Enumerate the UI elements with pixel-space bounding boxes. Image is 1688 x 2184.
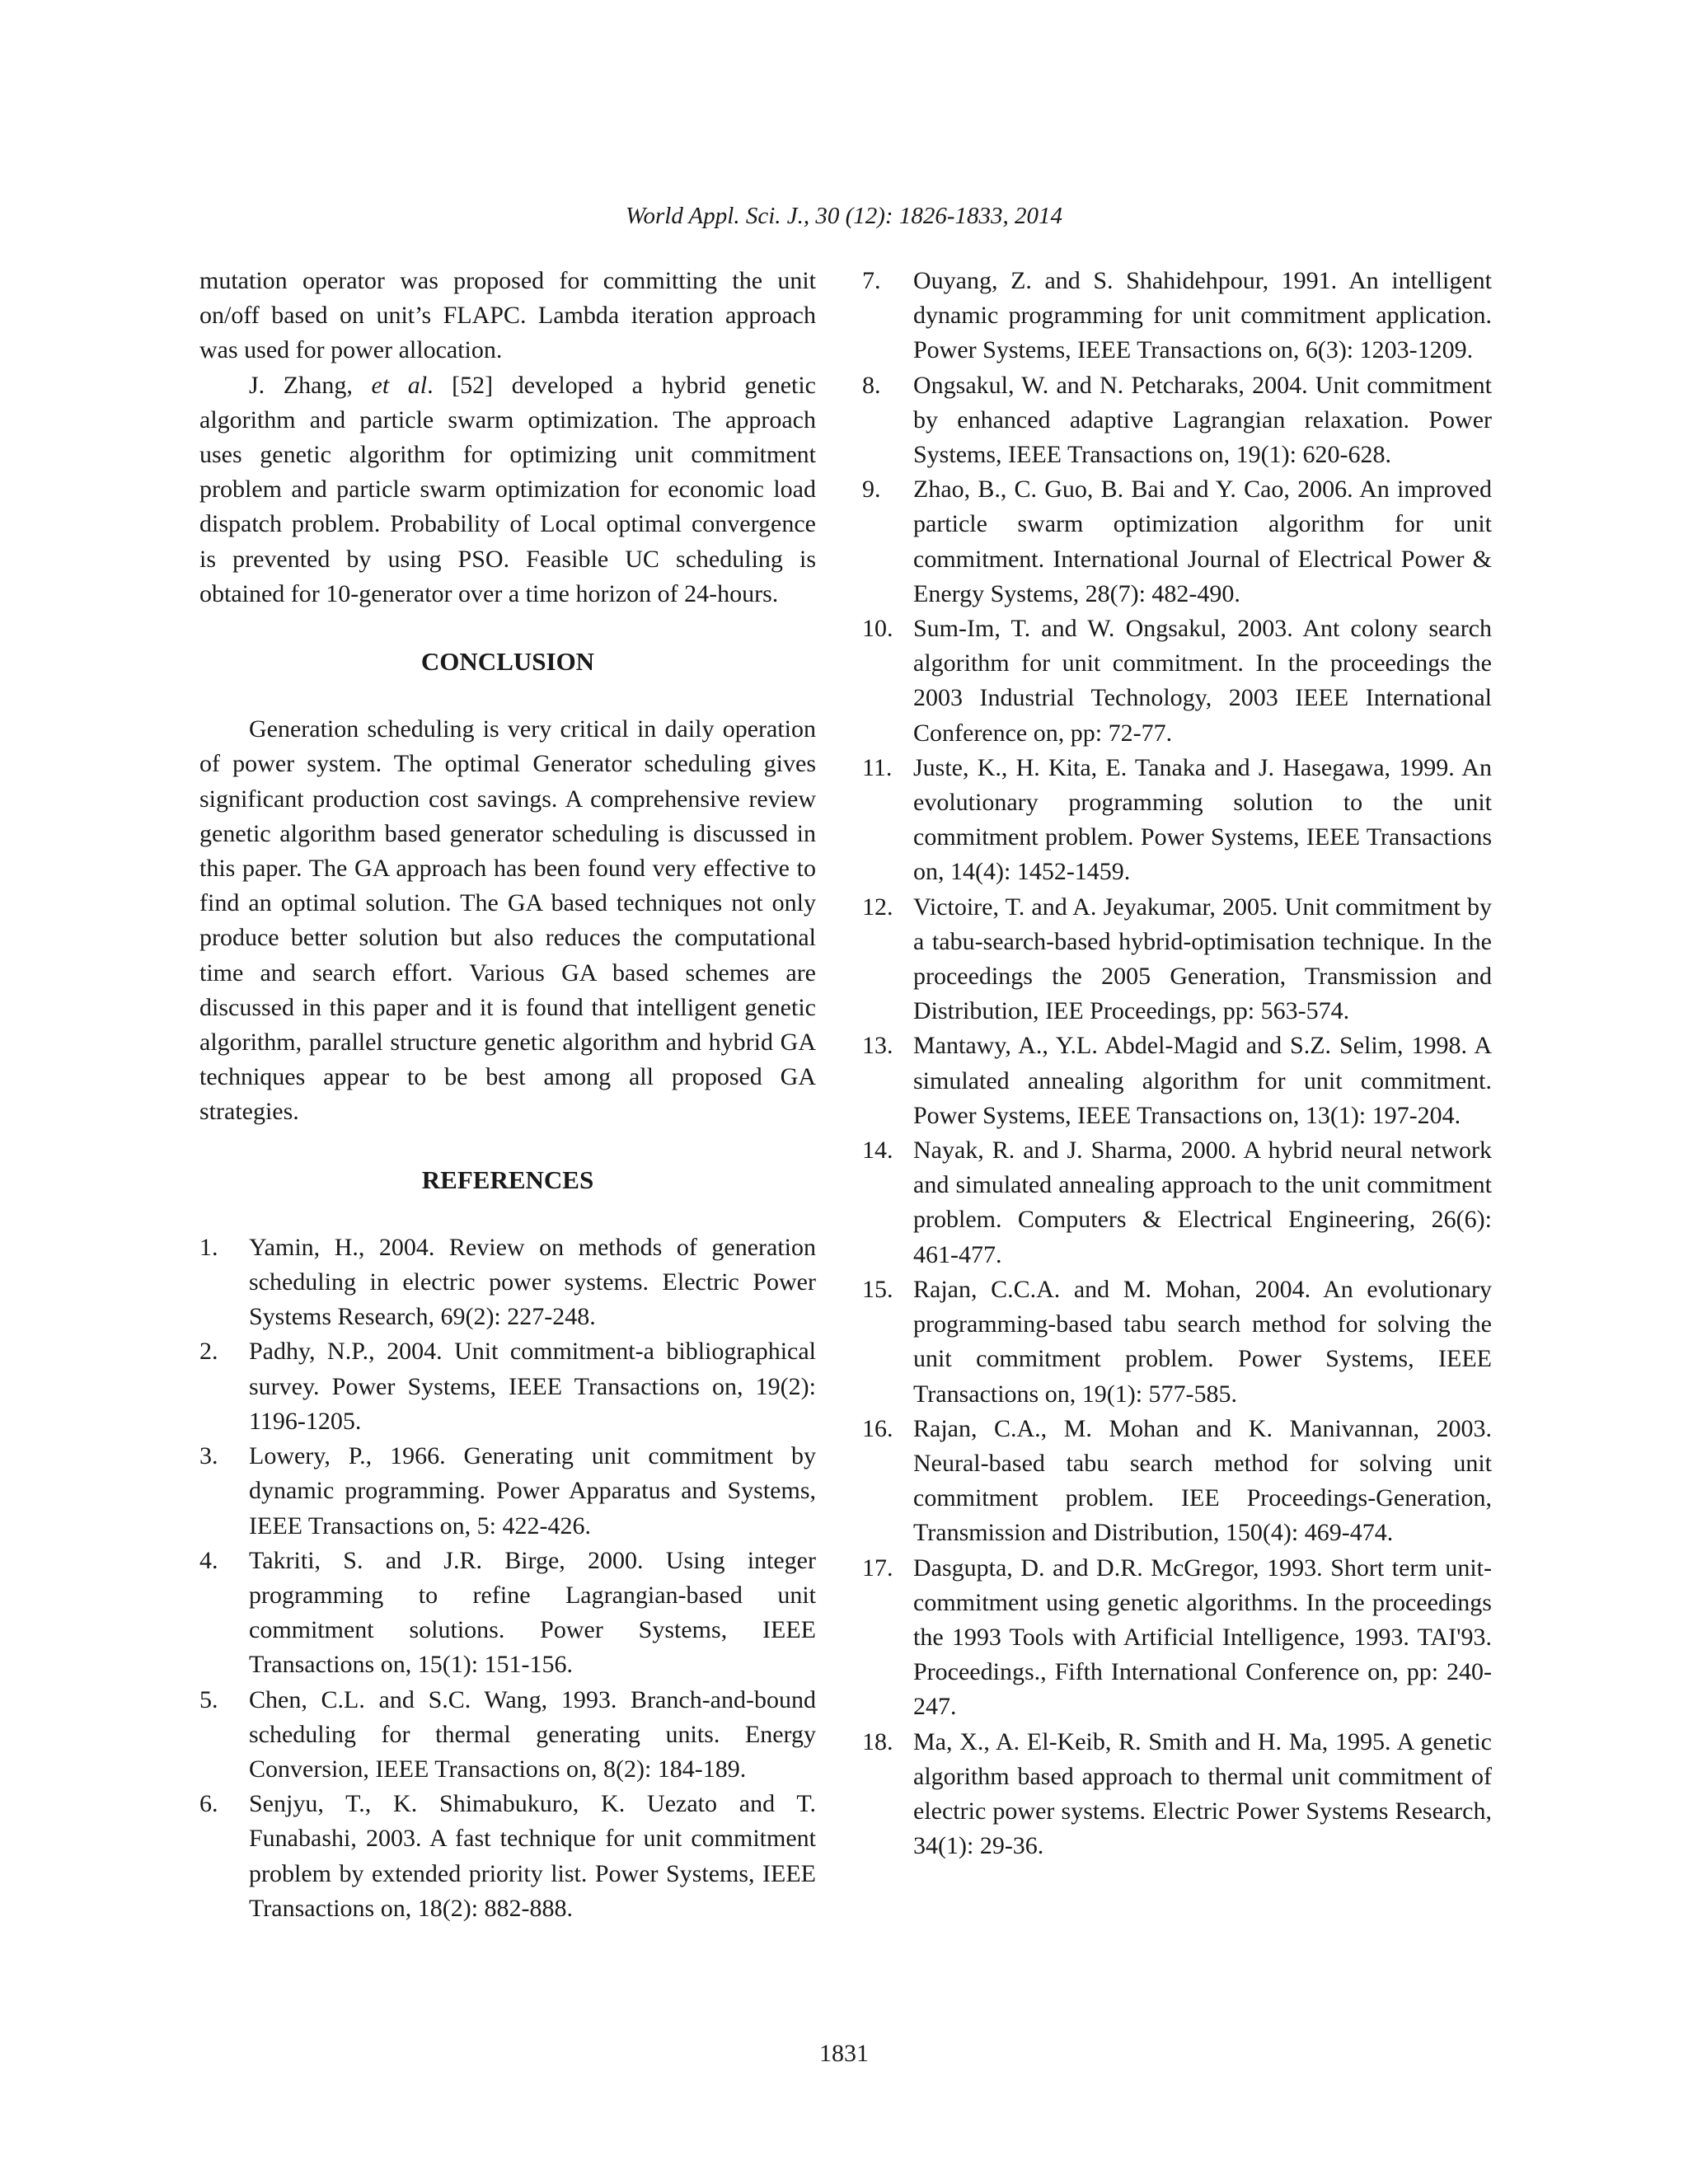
reference-number: 8. <box>862 371 881 399</box>
reference-text: Rajan, C.A., M. Mohan and K. Manivannan, 2003. Neural-based tabu search method for solving unit commitment problem. IEE Proceedings-Generation, Transmission and Distribution, 150(4): 469-474. <box>913 1414 1492 1547</box>
running-header: World Appl. Sci. J., 30 (12): 1826-1833, 2014 <box>625 203 1062 229</box>
reference-text: Ouyang, Z. and S. Shahidehpour, 1991. An intelligent dynamic programming for unit commitment application. Power Systems, IEEE Transactions on, 6(3): 1203-1209. <box>913 267 1492 364</box>
reference-item <box>199 1787 816 1926</box>
reference-item <box>862 612 1492 751</box>
reference-text: Zhao, B., C. Guo, B. Bai and Y. Cao, 2006. An improved particle swarm optimization algorithm for unit commitment. International Journal of Electrical Power & Energy Systems, 28(7): 482-490. <box>913 476 1492 607</box>
reference-item <box>199 1334 816 1439</box>
left-column <box>199 264 816 1926</box>
et-al: et al <box>371 371 428 399</box>
conclusion-paragraph: Generation scheduling is very critical in daily operation of power system. The optimal Generator scheduling gives significant production cost savings. A comprehensive review genetic algorithm based generator scheduling is discussed in this paper. The GA approach has been found very effective to find an optimal solution. The GA based techniques not only produce better solution but also reduces the computational time and search effort. Various GA based schemes are discussed in this paper and it is found that intelligent genetic algorithm, parallel structure genetic algorithm and hybrid GA techniques appear to be best among all proposed GA strategies. <box>199 715 816 1126</box>
intro-paragraph: mutation operator was proposed for committing the unit on/off based on unit’s FLAPC. Lambda iteration approach was used for power allocation. <box>199 267 816 364</box>
reference-item <box>199 1230 816 1335</box>
reference-number: 2. <box>199 1338 218 1366</box>
reference-number: 5. <box>199 1685 218 1713</box>
reference-text: Juste, K., H. Kita, E. Tanaka and J. Hasegawa, 1999. An evolutionary programming solution to the unit commitment problem. Power Systems, IEEE Transactions on, 14(4): 1452-1459. <box>913 753 1492 886</box>
reference-number: 4. <box>199 1546 218 1574</box>
reference-item <box>862 1133 1492 1272</box>
reference-item <box>862 368 1492 473</box>
zhang-paragraph <box>199 368 816 612</box>
reference-text: Padhy, N.P., 2004. Unit commitment-a bibliographical survey. Power Systems, IEEE Transactions on, 19(2): 1196-1205. <box>249 1338 816 1435</box>
references-heading: REFERENCES <box>421 1165 594 1194</box>
reference-number: 3. <box>199 1442 218 1470</box>
reference-text: Ongsakul, W. and N. Petcharaks, 2004. Unit commitment by enhanced adaptive Lagrangian relaxation. Power Systems, IEEE Transactions on, 19(1): 620-628. <box>913 371 1492 469</box>
reference-item <box>862 890 1492 1029</box>
reference-text: Sum-Im, T. and W. Ongsakul, 2003. Ant colony search algorithm for unit commitment. In the proceedings the 2003 Industrial Technology, 2003 IEEE International Conference on, pp: 72-77. <box>913 615 1492 747</box>
reference-number: 15. <box>862 1275 893 1303</box>
conclusion-heading: CONCLUSION <box>420 647 595 677</box>
reference-text: Dasgupta, D. and D.R. McGregor, 1993. Short term unit-commitment using genetic algorithms. In the proceedings the 1993 Tools with Artificial Intelligence, 1993. TAI'93. Proceedings., Fifth International Conference on, pp: 240-247. <box>913 1554 1492 1721</box>
reference-text: Rajan, C.C.A. and M. Mohan, 2004. An evolutionary programming-based tabu search method for solving the unit commitment problem. Power Systems, IEEE Transactions on, 19(1): 577-585. <box>913 1275 1492 1408</box>
reference-number: 11. <box>862 753 893 781</box>
reference-item <box>862 472 1492 612</box>
reference-number: 10. <box>862 615 893 643</box>
page-number: 1831 <box>819 2040 869 2067</box>
reference-item <box>862 1029 1492 1133</box>
zhang-lead: J. Zhang, <box>249 371 353 399</box>
reference-item <box>862 1551 1492 1725</box>
right-column <box>862 264 1492 1863</box>
reference-number: 12. <box>862 893 893 921</box>
reference-item <box>862 751 1492 890</box>
reference-number: 7. <box>862 267 881 294</box>
reference-number: 18. <box>862 1727 893 1755</box>
reference-item <box>199 1544 816 1683</box>
reference-number: 13. <box>862 1032 893 1060</box>
reference-text: Victoire, T. and A. Jeyakumar, 2005. Unit commitment by a tabu-search-based hybrid-optimisation technique. In the proceedings the 2005 Generation, Transmission and Distribution, IEE Proceedings, pp: 563-574. <box>913 893 1492 1025</box>
reference-item <box>862 1272 1492 1412</box>
reference-number: 1. <box>199 1233 218 1261</box>
references-list-left <box>199 1230 816 1926</box>
reference-item <box>199 1439 816 1544</box>
references-list-right <box>862 264 1492 1863</box>
zhang-rest: . [52] developed a hybrid genetic algorithm and particle swarm optimization. The approach uses genetic algorithm for optimizing unit commitment problem and particle swarm optimization for economic load dispatch problem. Probability of Local optimal convergence is prevented by using PSO. Feasible UC scheduling is obtained for 10-generator over a time horizon of 24-hours. <box>199 371 816 607</box>
reference-number: 14. <box>862 1137 893 1165</box>
reference-number: 6. <box>199 1790 218 1818</box>
reference-text: Chen, C.L. and S.C. Wang, 1993. Branch-and-bound scheduling for thermal generating units. Energy Conversion, IEEE Transactions on, 8(2): 184-189. <box>249 1685 816 1783</box>
reference-text: Nayak, R. and J. Sharma, 2000. A hybrid neural network and simulated annealing approach to the unit commitment problem. Computers & Electrical Engineering, 26(6): 461-477. <box>913 1137 1492 1268</box>
reference-number: 17. <box>862 1554 893 1582</box>
reference-text: Yamin, H., 2004. Review on methods of generation scheduling in electric power systems. Electric Power Systems Research, 69(2): 227-248. <box>249 1233 816 1331</box>
reference-item <box>862 1412 1492 1551</box>
reference-text: Mantawy, A., Y.L. Abdel-Magid and S.Z. Selim, 1998. A simulated annealing algorithm for unit commitment. Power Systems, IEEE Transactions on, 13(1): 197-204. <box>913 1032 1492 1129</box>
reference-text: Senjyu, T., K. Shimabukuro, K. Uezato and T. Funabashi, 2003. A fast technique for unit commitment problem by extended priority list. Power Systems, IEEE Transactions on, 18(2): 882-888. <box>249 1790 816 1922</box>
reference-number: 9. <box>862 476 881 504</box>
reference-item <box>199 1683 816 1788</box>
reference-number: 16. <box>862 1414 893 1442</box>
reference-item <box>862 1725 1492 1864</box>
reference-item <box>862 264 1492 368</box>
reference-text: Lowery, P., 1966. Generating unit commitment by dynamic programming. Power Apparatus and Systems, IEEE Transactions on, 5: 422-426. <box>249 1442 816 1540</box>
reference-text: Ma, X., A. El-Keib, R. Smith and H. Ma, 1995. A genetic algorithm based approach to thermal unit commitment of electric power systems. Electric Power Systems Research, 34(1): 29-36. <box>913 1727 1492 1860</box>
reference-text: Takriti, S. and J.R. Birge, 2000. Using integer programming to refine Lagrangian-based unit commitment solutions. Power Systems, IEEE Transactions on, 15(1): 151-156. <box>249 1546 816 1679</box>
